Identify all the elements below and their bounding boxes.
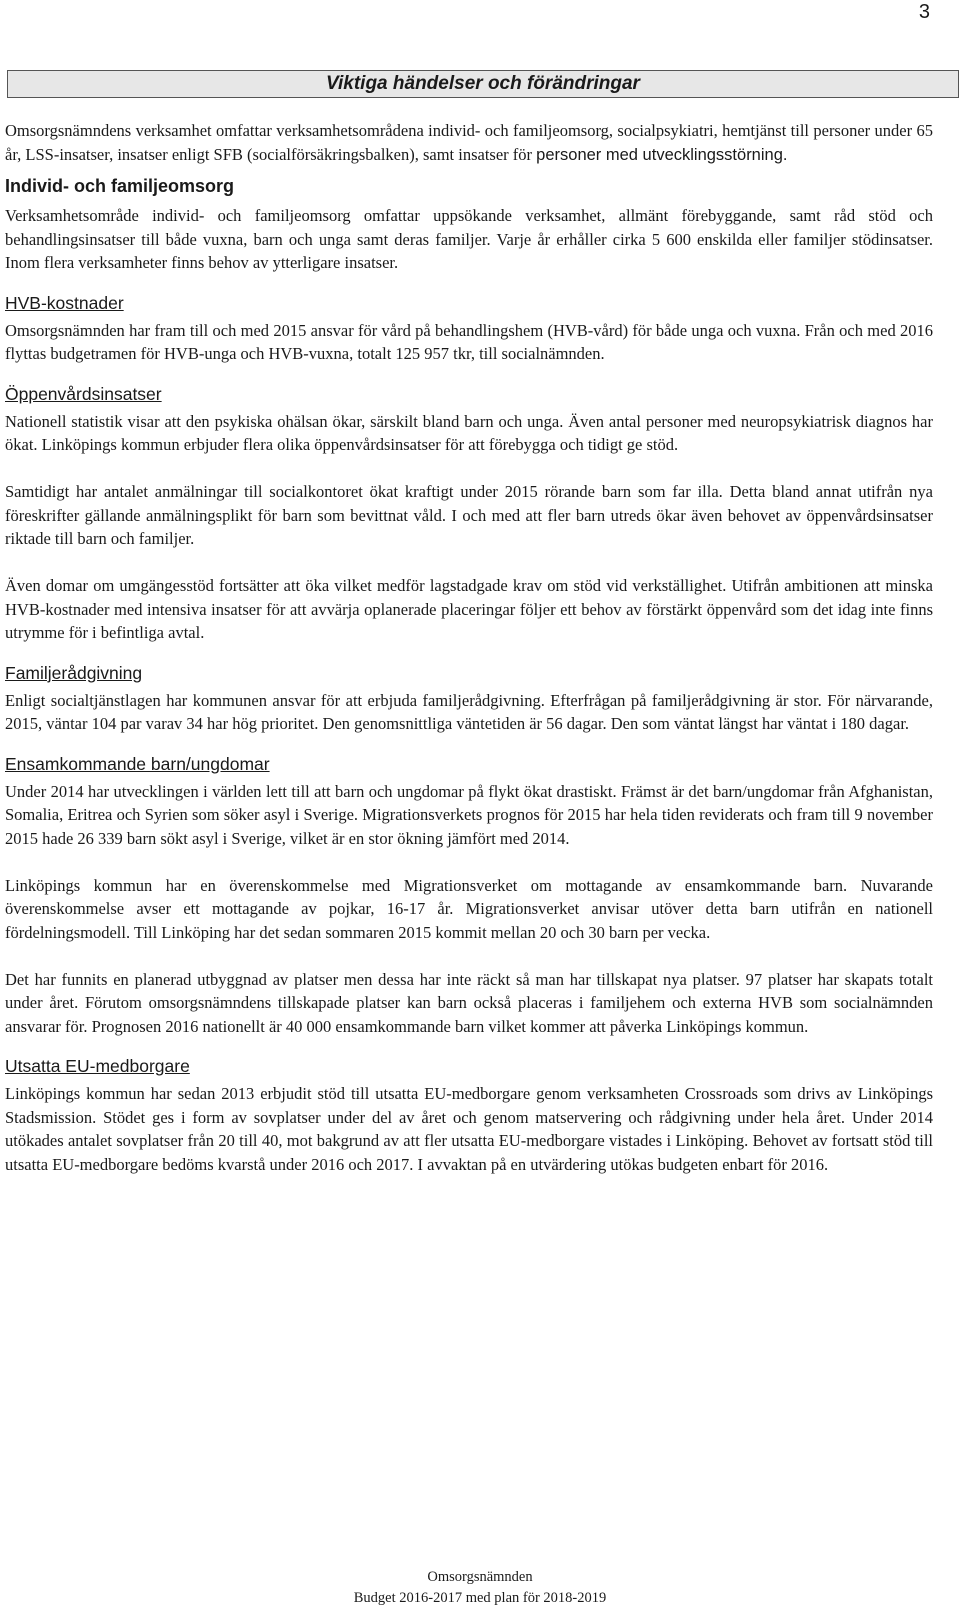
page-footer xyxy=(0,1567,960,1609)
subheading-eu: Utsatta EU-medborgare xyxy=(5,1056,190,1076)
paragraph-eu: Linköpings kommun har sedan 2013 erbjudit stöd till utsatta EU-medborgare genom verksamheten Crossroads som drivs av Linköpings Stadsmission. Stödet ges i form av sovplatser under del av året och genom matservering och rådgivning under hela året. Under 2014 utökades antalet sovplatser från 20 till 40, mot bakgrund av att fler utsatta EU-medborgare vistades i Linköping. Behovet av fortsatt stöd till utsatta EU-medborgare bedöms kvarstå under 2016 och 2017. I avvaktan på en utvärdering utökas budgeten enbart för 2016. xyxy=(5,1084,933,1174)
subheading-hvb: HVB-kostnader xyxy=(5,292,124,313)
page-number: 3 xyxy=(918,1,930,23)
paragraph-familjeradgivning: Enligt socialtjänstlagen har kommunen ansvar för att erbjuda familjerådgivning. Efterfrågan på familjerådgivning är stor. För närvarande, 2015, väntar 104 par varav 34 har hög prioritet. Den genomsnittliga väntetiden är 56 dagar. Den som väntat längst har väntat i 180 dagar. xyxy=(5,690,933,733)
intro-text: Omsorgsnämndens verksamhet omfattar verksamhetsområdena individ- och familjeomsorg, socialpsykiatri, hemtjänst till personer under 65 år, LSS-insatser, insatser enligt SFB (socialförsäkringsbalken), samt insatser för xyxy=(5,121,933,164)
document-body xyxy=(5,119,933,1176)
paragraph-oppenvard-2: Samtidigt har antalet anmälningar till socialkontoret ökat kraftigt under 2015 rörande barn som far illa. Detta bland annat utifrån nya föreskrifter gällande anmälningsplikt för barn som bevittnat våld. I och med att fler barn utreds ökar även behovet av öppenvårdsinsatser riktade till barn och familjer. xyxy=(5,482,933,548)
intro-text-end: personer med utvecklingsstörning. xyxy=(536,145,788,164)
footer-organization: Omsorgsnämnden xyxy=(427,1569,533,1585)
paragraph-ensamkommande-2: Linköpings kommun har en överenskommelse med Migrationsverket om mottagande av ensamkommande barn. Nuvarande överenskommelse avser ett mottagande av pojkar, 16-17 år. Migrationsverket anvisar utöver detta barn utifrån en nationell fördelningsmodell. Till Linköping har det sedan sommaren 2015 kommit mellan 20 och 30 barn per vecka. xyxy=(5,875,933,942)
page-title: Viktiga händelser och förändringar xyxy=(7,70,959,98)
subheading-familjeradgivning: Familjerådgivning xyxy=(5,662,143,683)
section-heading-ifo: Individ- och familjeomsorg xyxy=(5,176,235,196)
intro-paragraph xyxy=(5,119,933,167)
subheading-oppenvard: Öppenvårdsinsatser xyxy=(5,383,162,404)
paragraph-oppenvard-3: Även domar om umgängesstöd fortsätter att öka vilket medför lagstadgade krav om stöd vid verkställighet. Utifrån ambitionen att minska HVB-kostnader med intensiva insatser för att avvärja oplanerade placeringar följer ett behov av förstärkt öppenvård som det idag inte finns utrymme för i befintliga avtal. xyxy=(5,576,933,642)
paragraph-oppenvard-1: Nationell statistik visar att den psykiska ohälsan ökar, särskilt bland barn och unga. Även antal personer med neuropsykiatrisk diagnos har ökat. Linköpings kommun erbjuder flera olika öppenvårdsinsatser för att förebygga och tidigt ge stöd. xyxy=(5,411,933,454)
subheading-ensamkommande: Ensamkommande barn/ungdomar xyxy=(5,753,270,774)
paragraph-hvb: Omsorgsnämnden har fram till och med 2015 ansvar för vård på behandlingshem (HVB-vård) för både unga och vuxna. Från och med 2016 flyttas budgetramen för HVB-unga och HVB-vuxna, totalt 125 957 tkr, till socialnämnden. xyxy=(5,320,933,363)
paragraph-ensamkommande-3: Det har funnits en planerad utbyggnad av platser men dessa har inte räckt så man har tillskapat nya platser. 97 platser har skapats totalt under året. Förutom omsorgsnämndens tillskapade platser kan barn också placeras i familjehem och externa HVB som socialnämnden ansvarar för. Prognosen 2016 nationellt är 40 000 ensamkommande barn vilket kommer att påverka Linköpings kommun. xyxy=(5,969,933,1036)
footer-document-title: Budget 2016-2017 med plan för 2018-2019 xyxy=(353,1590,607,1606)
paragraph-ensamkommande-1: Under 2014 har utvecklingen i världen lett till att barn och ungdomar på flykt ökat drastiskt. Främst är det barn/ungdomar från Afghanistan, Somalia, Eritrea och Syrien som söker asyl i Sverige. Migrationsverkets prognos för 2015 har hela tiden reviderats och fram till 9 november 2015 hade 26 339 barn sökt asyl i Sverige, vilket är en stor ökning jämfört med 2014. xyxy=(5,781,933,848)
section-paragraph-ifo: Verksamhetsområde individ- och familjeomsorg omfattar uppsökande verksamhet, allmänt förebyggande, samt råd stöd och behandlingsinsatser till både vuxna, barn och unga samt deras familjer. Varje år erhåller cirka 5 600 enskilda eller familjer stödinsatser. Inom flera verksamheter finns behov av ytterligare insatser. xyxy=(5,206,933,272)
